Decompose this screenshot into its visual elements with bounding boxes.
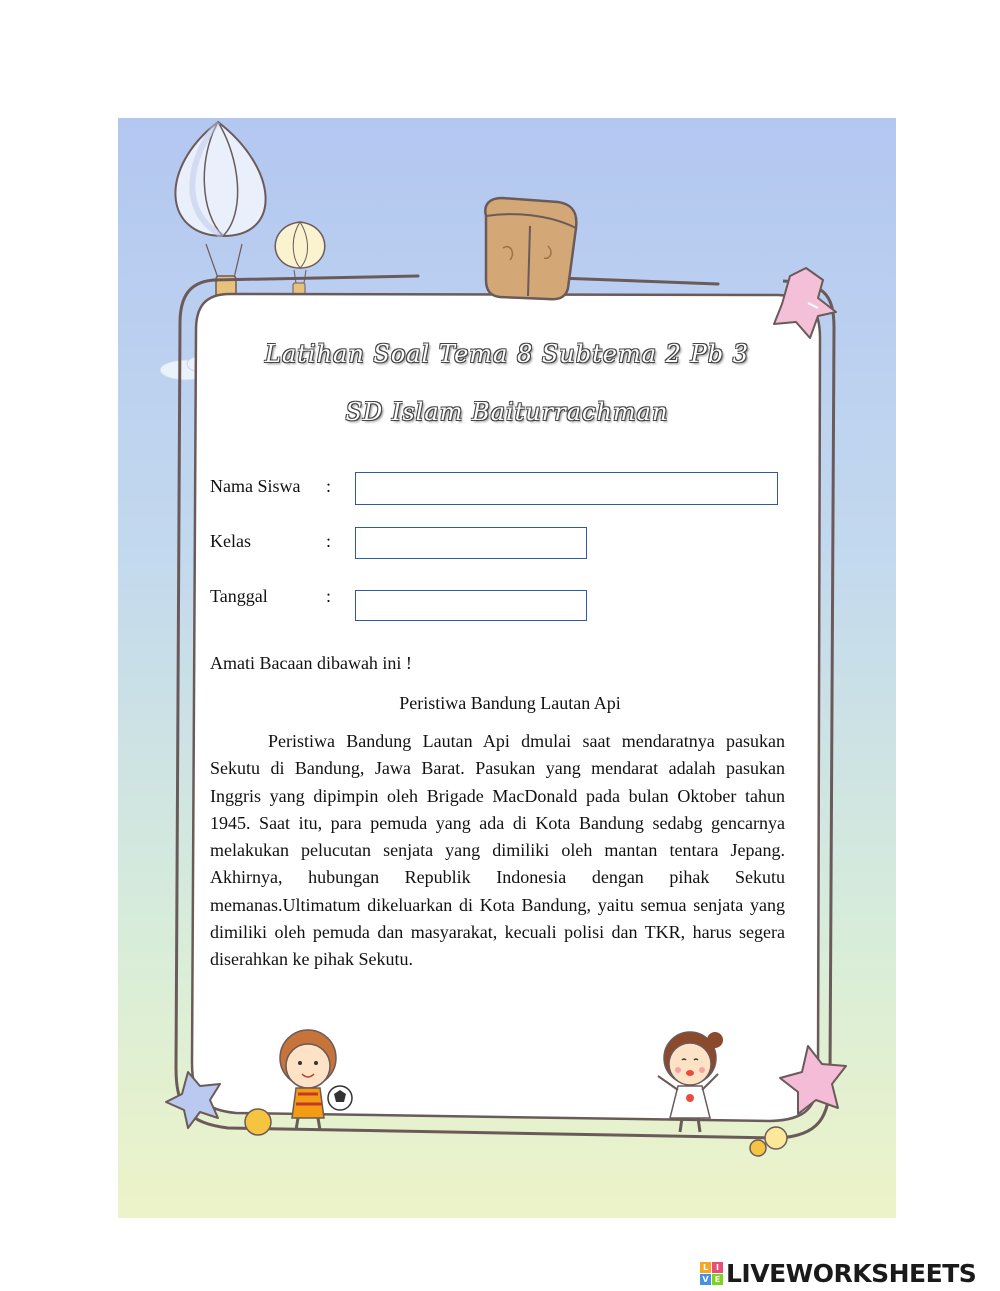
date-label: Tanggal — [210, 586, 268, 606]
reading-instruction: Amati Bacaan dibawah ini ! — [210, 653, 412, 673]
liveworksheets-logo — [700, 1257, 976, 1289]
small-balloon-icon — [275, 222, 325, 295]
date-input[interactable] — [355, 590, 587, 621]
name-colon: : — [326, 476, 332, 496]
date-colon: : — [326, 586, 332, 606]
reading-title: Peristiwa Bandung Lautan Api — [399, 693, 621, 713]
class-colon: : — [326, 531, 332, 551]
worksheet-page — [118, 118, 896, 1218]
logo-letter: E — [712, 1274, 723, 1285]
logo-letter: L — [700, 1262, 711, 1273]
worksheet-title: Latihan Soal Tema 8 Subtema 2 Pb 3 — [265, 340, 749, 368]
student-name-input[interactable] — [355, 472, 778, 505]
hot-air-balloon-icon — [175, 122, 265, 298]
liveworksheets-logo-icon — [700, 1262, 723, 1285]
school-name: SD Islam Baiturrachman — [345, 398, 669, 426]
class-input[interactable] — [355, 527, 587, 559]
class-label: Kelas — [210, 531, 251, 551]
reading-passage: Peristiwa Bandung Lautan Api dmulai saat mendaratnya pasukan Sekutu di Bandung, Jawa Barat. Pasukan yang mendarat adalah pasukan Inggris yang dipimpin oleh Brigade MacDonald pada bulan Oktober tahun 1945. Saat itu, para pemuda yang ada di Kota Bandung sedabg gencarnya melakukan pelucutan senjata yang dimiliki oleh mantan tentara Jepang. Akhirnya, hubungan Republik Indonesia dengan pihak Sekutu memanas.Ultimatum dikeluarkan di Kota Bandung, yaitu semua senjata yang dimiliki oleh pemuda dan masyarakat, kecuali polisi dan TKR, harus segera diserahkan ke pihak Sekutu. — [210, 731, 785, 970]
logo-letter: V — [700, 1274, 711, 1285]
name-label: Nama Siswa — [210, 476, 301, 496]
clip-icon — [485, 198, 576, 299]
logo-letter: I — [712, 1262, 723, 1273]
brand-name: LIVEWORKSHEETS — [726, 1258, 977, 1288]
